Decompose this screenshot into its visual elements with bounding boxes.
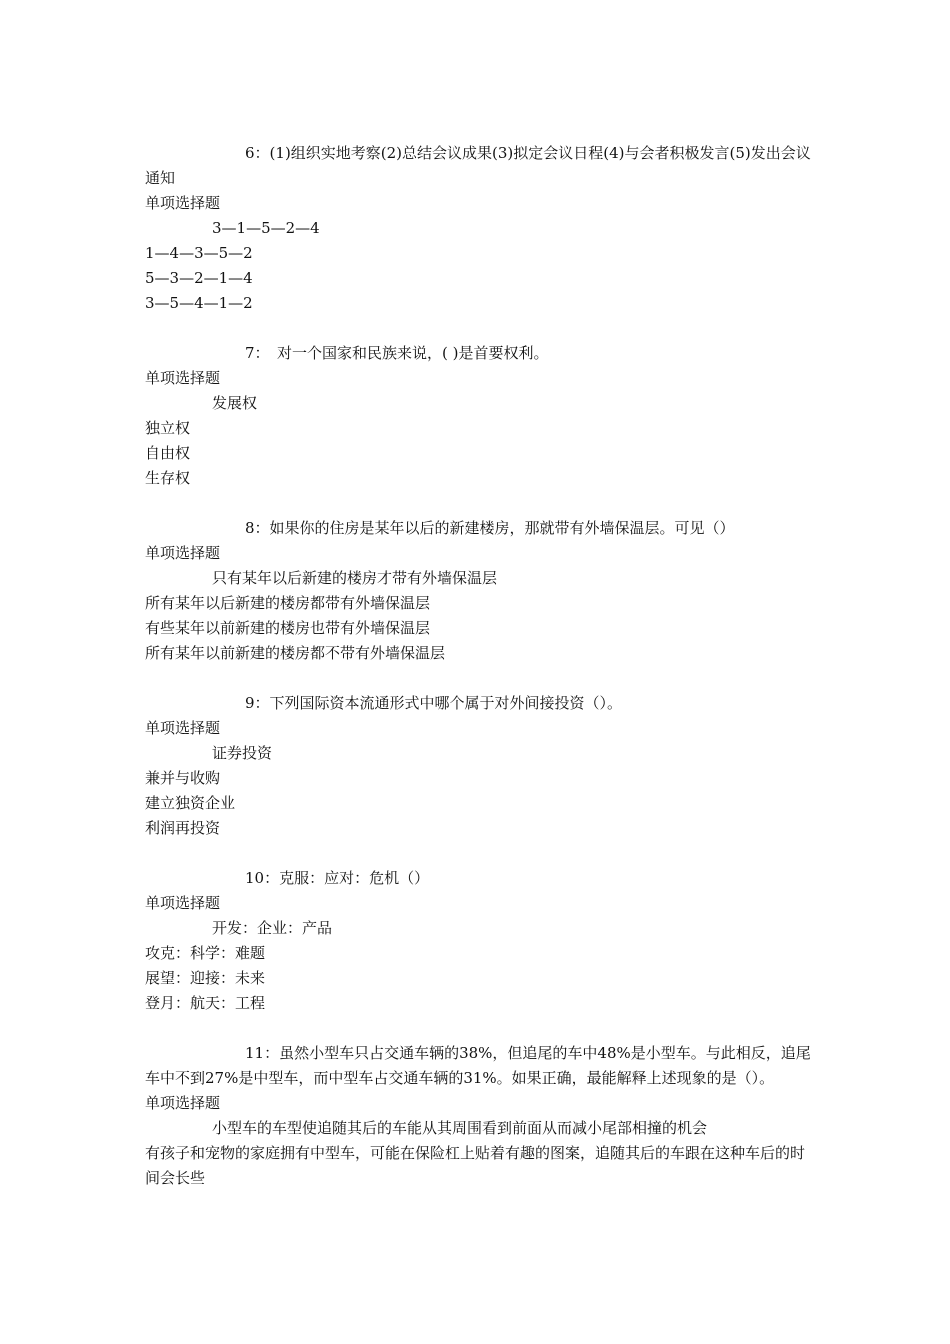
question-6: [145, 141, 813, 316]
question-type: 单项选择题: [145, 194, 221, 212]
option: 小型车的车型使追随其后的车能从其周围看到前面从而减小尾部相撞的机会: [212, 1119, 708, 1137]
question-stem: 7： 对一个国家和民族来说，( )是首要权利。: [245, 344, 549, 362]
question-10: [145, 866, 813, 1016]
question-9: [145, 691, 813, 841]
question-stem: 8：如果你的住房是某年以后的新建楼房，那就带有外墙保温层。可见（）: [245, 519, 735, 537]
question-type: 单项选择题: [145, 719, 221, 737]
option: 独立权: [145, 419, 191, 437]
question-stem: 9：下列国际资本流通形式中哪个属于对外间接投资（）。: [245, 694, 623, 712]
option: 只有某年以后新建的楼房才带有外墙保温层: [212, 569, 498, 587]
question-stem: 6：(1)组织实地考察(2)总结会议成果(3)拟定会议日程(4)与会者积极发言(5)发出会议通知: [145, 144, 811, 187]
option: 兼并与收购: [145, 769, 221, 787]
option: 建立独资企业: [145, 794, 236, 812]
option: 开发：企业：产品: [212, 919, 333, 937]
option: 发展权: [212, 394, 258, 412]
question-type: 单项选择题: [145, 369, 221, 387]
question-11: [145, 1041, 813, 1191]
question-type: 单项选择题: [145, 1094, 221, 1112]
option: 生存权: [145, 469, 191, 487]
option: 有些某年以前新建的楼房也带有外墙保温层: [145, 619, 431, 637]
option: 利润再投资: [145, 819, 221, 837]
option: 1—4—3—5—2: [145, 244, 253, 262]
question-type: 单项选择题: [145, 544, 221, 562]
option: 所有某年以后新建的楼房都带有外墙保温层: [145, 594, 431, 612]
option: 有孩子和宠物的家庭拥有中型车，可能在保险杠上贴着有趣的图案，追随其后的车跟在这种车后的时间会长些: [145, 1144, 806, 1187]
option: 登月：航天：工程: [145, 994, 266, 1012]
question-type: 单项选择题: [145, 894, 221, 912]
option: 展望：迎接：未来: [145, 969, 266, 987]
question-stem: 11：虽然小型车只占交通车辆的38%，但追尾的车中48%是小型车。与此相反，追尾车中不到27%是中型车，而中型车占交通车辆的31%。如果正确，最能解释上述现象的是（）。: [145, 1044, 811, 1087]
question-8: [145, 516, 813, 666]
option: 3—1—5—2—4: [212, 219, 320, 237]
question-7: [145, 341, 813, 491]
option: 攻克：科学：难题: [145, 944, 266, 962]
document-page: [145, 141, 813, 1216]
option: 3—5—4—1—2: [145, 294, 253, 312]
option: 证券投资: [212, 744, 273, 762]
option: 自由权: [145, 444, 191, 462]
option: 所有某年以前新建的楼房都不带有外墙保温层: [145, 644, 446, 662]
question-stem: 10：克服：应对：危机（）: [245, 869, 430, 887]
option: 5—3—2—1—4: [145, 269, 253, 287]
